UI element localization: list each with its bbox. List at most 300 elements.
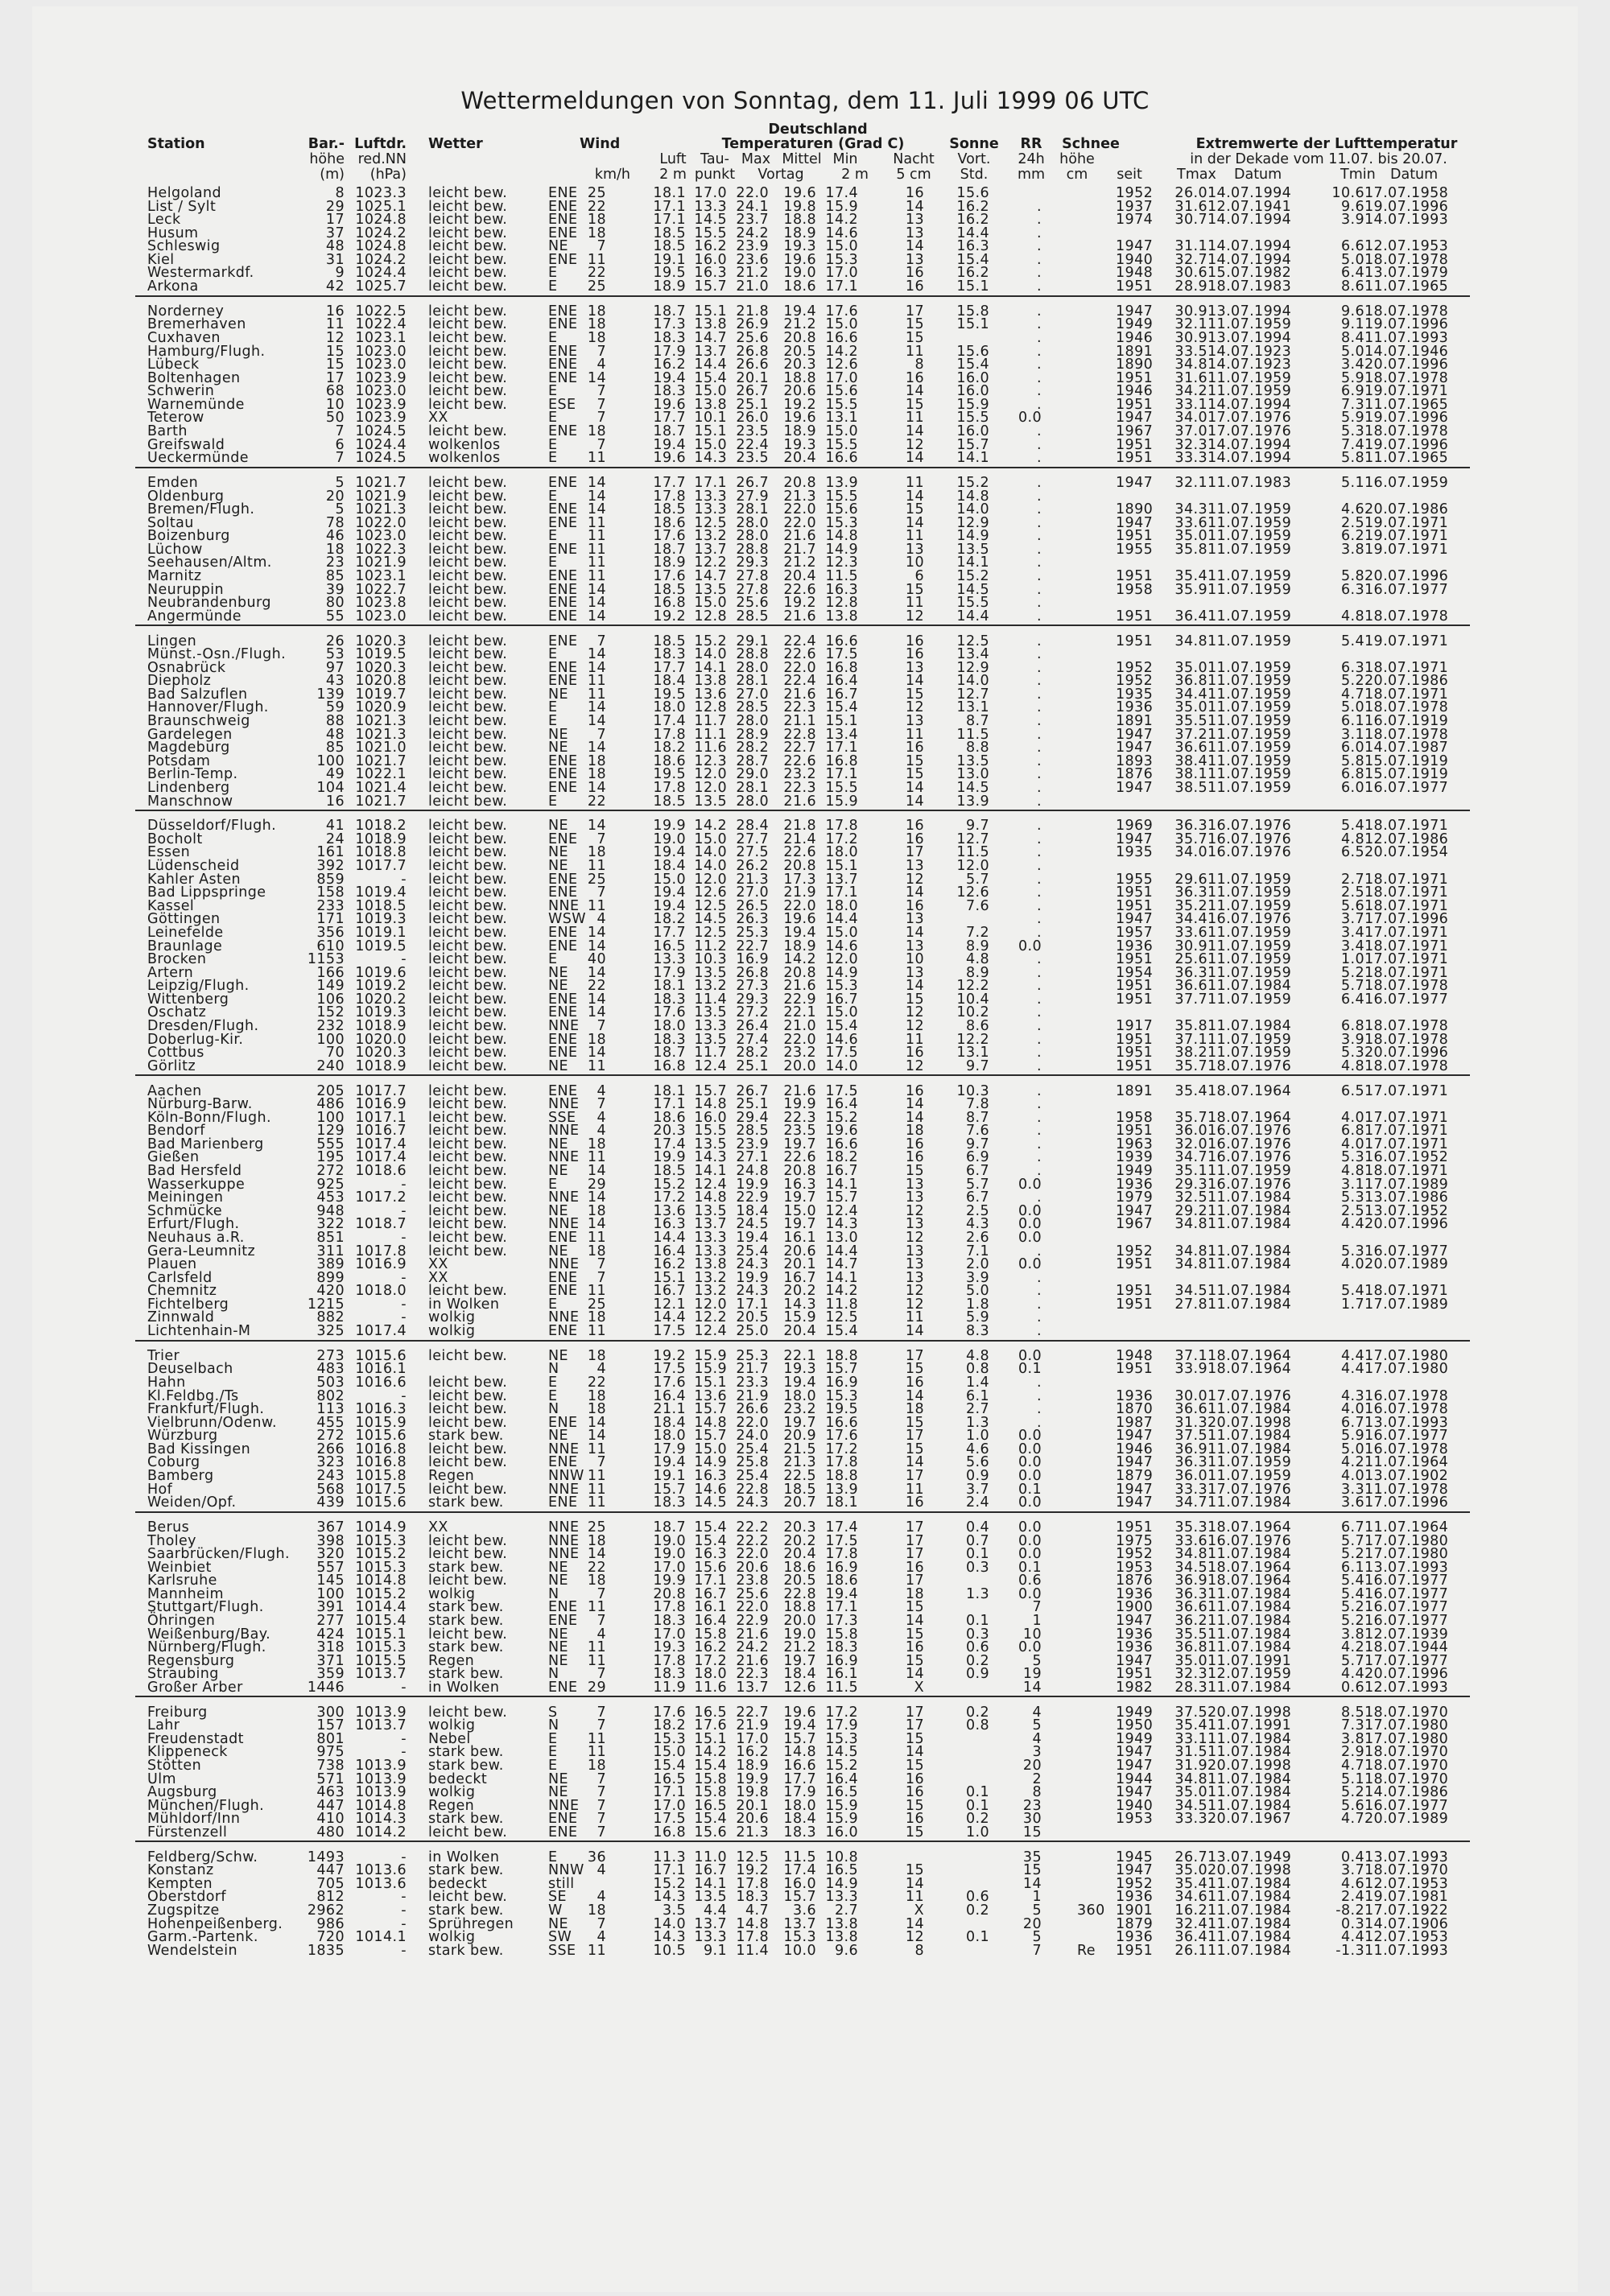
cell-temp-max: 27.1: [736, 1151, 769, 1164]
cell-temp-mean: 21.5: [783, 1443, 816, 1456]
cell-temp-min: 14.5: [825, 1746, 858, 1758]
cell-temp-min: 17.3: [825, 1614, 858, 1627]
cell-wind-dir: ENE: [548, 1681, 577, 1694]
cell-wind-speed: 11: [588, 543, 606, 556]
cell-sunshine: 8.3: [966, 1325, 989, 1338]
cell-pressure: 1023.1: [355, 332, 407, 344]
cell-temp-max: 20.1: [736, 1799, 769, 1812]
cell-wind-speed: 18: [588, 768, 606, 781]
header-schnee-2: höhe: [1059, 152, 1095, 167]
cell-wind-dir: NNE: [548, 1548, 579, 1560]
cell-elevation: 5: [335, 476, 345, 489]
cell-wind-speed: 36: [588, 1851, 606, 1864]
cell-wind-dir: ENE: [548, 993, 577, 1006]
cell-tmax-value: 30.0: [1174, 1390, 1208, 1403]
cell-tmin-value: 5.1: [1341, 1773, 1364, 1786]
cell-record-since: 1947: [1116, 741, 1153, 754]
cell-temp-air: 18.5: [653, 227, 686, 240]
cell-temp-mean: 20.4: [783, 570, 816, 583]
cell-temp-mean: 21.8: [783, 819, 816, 832]
cell-sunshine: 14.8: [956, 490, 989, 503]
cell-weather: leicht bew.: [428, 543, 507, 556]
cell-dew-point: 12.6: [694, 886, 727, 899]
cell-temp-5cm: 11: [906, 530, 924, 542]
cell-wind-speed: 18: [588, 425, 606, 438]
cell-dew-point: 13.2: [694, 979, 727, 992]
cell-pressure: 1020.9: [355, 701, 407, 714]
cell-temp-5cm: 15: [906, 332, 924, 344]
cell-station: Fürstenzell: [147, 1826, 227, 1839]
cell-precip: 0.0: [1018, 1231, 1042, 1244]
cell-tmin-value: 3.4: [1341, 358, 1364, 371]
cell-temp-max: 24.8: [736, 1164, 769, 1177]
cell-record-since: 1946: [1116, 332, 1153, 344]
cell-tmin-date: 16.07.1952: [1364, 1151, 1448, 1164]
cell-wind-speed: 29: [588, 1681, 606, 1694]
cell-temp-air: 17.1: [653, 1786, 686, 1799]
cell-temp-5cm: 13: [906, 715, 924, 728]
cell-record-since: 1949: [1116, 1733, 1153, 1746]
cell-sunshine: 0.3: [966, 1561, 989, 1574]
cell-tmax-value: 37.5: [1174, 1706, 1208, 1719]
cell-temp-5cm: 16: [906, 1138, 924, 1151]
cell-precip: 0.0: [1018, 1641, 1042, 1654]
cell-tmax-value: 35.2: [1174, 900, 1208, 913]
cell-wind-speed: 7: [597, 1786, 606, 1799]
cell-temp-air: 14.3: [653, 1931, 686, 1944]
header-t-tau: Tau-: [700, 152, 729, 167]
cell-precip: .: [1037, 953, 1042, 966]
cell-station: Osnabrück: [147, 662, 225, 674]
cell-temp-max: 23.9: [736, 240, 769, 253]
cell-sunshine: 9.7: [966, 1060, 989, 1073]
cell-temp-5cm: 8: [914, 1944, 924, 1957]
cell-temp-mean: 15.7: [783, 1890, 816, 1903]
cell-weather: wolkig: [428, 1311, 475, 1324]
cell-tmin-date: 17.07.1980: [1364, 1362, 1448, 1375]
header-wind: Wind: [580, 137, 620, 152]
cell-weather: wolkig: [428, 1588, 475, 1601]
cell-tmax-value: 16.2: [1174, 1904, 1208, 1917]
cell-pressure: 1017.1: [355, 1111, 407, 1124]
cell-temp-5cm: 15: [906, 318, 924, 331]
cell-sunshine: 5.0: [966, 1284, 989, 1297]
cell-station: Zugspitze: [147, 1904, 220, 1917]
cell-elevation: 42: [326, 280, 345, 293]
header-wetter: Wetter: [428, 137, 483, 152]
cell-tmax-date: 11.07.1959: [1208, 1046, 1291, 1059]
cell-elevation: 391: [316, 1601, 345, 1614]
cell-temp-mean: 14.3: [783, 1298, 816, 1311]
cell-temp-5cm: 15: [906, 755, 924, 768]
cell-tmax-value: 36.3: [1174, 1456, 1208, 1469]
cell-tmax-date: 11.07.1959: [1208, 781, 1291, 794]
cell-precip: 0.0: [1018, 1535, 1042, 1548]
cell-temp-min: 13.9: [825, 1483, 858, 1496]
cell-temp-mean: 17.4: [783, 1864, 816, 1877]
header-t-2m-b: 2 m: [841, 167, 869, 183]
cell-tmin-date: 18.07.1970: [1364, 1706, 1448, 1719]
cell-tmax-value: 31.6: [1174, 200, 1208, 213]
cell-temp-max: 26.0: [736, 411, 769, 424]
cell-temp-5cm: 11: [906, 728, 924, 741]
cell-sunshine: 3.9: [966, 1272, 989, 1284]
cell-tmax-value: 35.4: [1174, 1085, 1208, 1098]
cell-temp-max: 23.3: [736, 1376, 769, 1389]
cell-tmin-value: 6.1: [1341, 715, 1364, 728]
cell-tmin-value: 7.3: [1341, 398, 1364, 411]
cell-weather: leicht bew.: [428, 583, 507, 596]
cell-elevation: 424: [316, 1628, 345, 1641]
cell-weather: leicht bew.: [428, 819, 507, 832]
cell-dew-point: 15.1: [694, 1733, 727, 1746]
cell-wind-dir: NE: [548, 967, 568, 979]
cell-record-since: 1951: [1116, 1298, 1153, 1311]
cell-temp-min: 17.6: [825, 305, 858, 318]
table-row: [0, 979, 1610, 992]
cell-weather: leicht bew.: [428, 1390, 507, 1403]
cell-dew-point: 16.2: [694, 240, 727, 253]
cell-tmin-value: 3.4: [1341, 940, 1364, 953]
cell-temp-min: 15.5: [825, 781, 858, 794]
cell-elevation: 453: [316, 1191, 345, 1204]
cell-tmin-value: 5.7: [1341, 1655, 1364, 1667]
cell-pressure: 1024.4: [355, 266, 407, 279]
cell-dew-point: 15.4: [694, 1759, 727, 1772]
cell-tmax-date: 13.07.1994: [1208, 332, 1291, 344]
cell-sunshine: 0.2: [966, 1706, 989, 1719]
cell-weather: leicht bew.: [428, 1046, 507, 1059]
cell-precip: 0.0: [1018, 1429, 1042, 1442]
cell-elevation: 18: [326, 543, 345, 556]
cell-pressure: 1019.2: [355, 979, 407, 992]
cell-tmax-value: 36.3: [1174, 1588, 1208, 1601]
cell-tmax-value: 34.8: [1174, 358, 1208, 371]
cell-temp-5cm: 14: [906, 1325, 924, 1338]
cell-temp-mean: 19.3: [783, 439, 816, 451]
cell-temp-min: 15.6: [825, 503, 858, 516]
cell-record-since: 1958: [1116, 1111, 1153, 1124]
cell-temp-mean: 16.7: [783, 1272, 816, 1284]
cell-sunshine: 13.5: [956, 755, 989, 768]
cell-precip: .: [1037, 846, 1042, 859]
cell-tmin-value: 3.8: [1341, 1733, 1364, 1746]
cell-wind-speed: 14: [588, 715, 606, 728]
cell-pressure: 1023.0: [355, 385, 407, 398]
cell-record-since: 1951: [1116, 1944, 1153, 1957]
cell-dew-point: 16.3: [694, 1548, 727, 1560]
cell-snow: 360: [1077, 1904, 1105, 1917]
cell-tmax-date: 11.07.1959: [1208, 967, 1291, 979]
cell-dew-point: 15.9: [694, 1362, 727, 1375]
cell-record-since: 1951: [1116, 570, 1153, 583]
cell-tmin-date: 16.07.1977: [1364, 1245, 1448, 1258]
cell-temp-mean: 18.4: [783, 1812, 816, 1825]
cell-tmax-date: 11.07.1984: [1208, 1799, 1291, 1812]
cell-tmin-date: 18.07.1978: [1364, 1033, 1448, 1046]
cell-temp-min: 15.1: [825, 859, 858, 872]
cell-temp-air: 19.4: [653, 900, 686, 913]
cell-tmax-date: 16.07.1976: [1208, 1151, 1291, 1164]
cell-temp-air: 17.1: [653, 1864, 686, 1877]
cell-weather: leicht bew.: [428, 1548, 507, 1560]
cell-weather: stark bew.: [428, 1429, 504, 1442]
cell-dew-point: 14.2: [694, 819, 727, 832]
cell-tmin-value: 5.7: [1341, 979, 1364, 992]
cell-sunshine: 0.2: [966, 1812, 989, 1825]
cell-temp-5cm: 13: [906, 213, 924, 226]
cell-elevation: 571: [316, 1773, 345, 1786]
cell-dew-point: 13.5: [694, 795, 727, 808]
cell-weather: leicht bew.: [428, 900, 507, 913]
table-row: [0, 1681, 1610, 1694]
cell-tmin-value: 5.3: [1341, 1151, 1364, 1164]
cell-weather: leicht bew.: [428, 1205, 507, 1218]
cell-temp-5cm: 14: [906, 979, 924, 992]
cell-dew-point: 13.2: [694, 1272, 727, 1284]
cell-tmin-date: 18.07.1971: [1364, 873, 1448, 886]
cell-temp-max: 21.6: [736, 1655, 769, 1667]
cell-station: Bendorf: [147, 1124, 205, 1137]
cell-pressure: -: [401, 1205, 407, 1218]
header-dekade: in der Dekade vom 11.07. bis 20.07.: [1190, 152, 1447, 167]
cell-wind-dir: ENE: [548, 781, 577, 794]
cell-station: Greifswald: [147, 439, 225, 451]
cell-wind-speed: 25: [588, 1298, 606, 1311]
cell-dew-point: 15.8: [694, 1786, 727, 1799]
cell-precip: 0.0: [1018, 1470, 1042, 1482]
cell-elevation: 100: [316, 1033, 345, 1046]
cell-temp-max: 12.5: [736, 1851, 769, 1864]
cell-tmin-value: 5.4: [1341, 635, 1364, 648]
cell-station: Weiden/Opf.: [147, 1496, 237, 1509]
cell-wind-dir: NNE: [548, 1535, 579, 1548]
cell-temp-air: 19.5: [653, 688, 686, 701]
cell-tmin-date: 17.07.1980: [1364, 1733, 1448, 1746]
cell-temp-min: 17.9: [825, 1719, 858, 1732]
cell-temp-mean: 23.5: [783, 1124, 816, 1137]
cell-temp-air: 19.9: [653, 1574, 686, 1587]
cell-precip: 0.1: [1018, 1561, 1042, 1574]
cell-weather: leicht bew.: [428, 1826, 507, 1839]
cell-elevation: 97: [326, 662, 345, 674]
cell-weather: bedeckt: [428, 1773, 487, 1786]
cell-temp-5cm: 14: [906, 1390, 924, 1403]
cell-record-since: 1879: [1116, 1470, 1153, 1482]
cell-temp-air: 16.2: [653, 358, 686, 371]
cell-tmin-value: 1.0: [1341, 953, 1364, 966]
cell-precip: 0.0: [1018, 1218, 1042, 1230]
cell-precip: 5: [1032, 1931, 1042, 1944]
cell-temp-mean: 21.2: [783, 318, 816, 331]
cell-precip: .: [1037, 332, 1042, 344]
cell-tmax-date: 14.07.1994: [1208, 187, 1291, 200]
cell-temp-min: 18.8: [825, 1350, 858, 1362]
cell-weather: leicht bew.: [428, 1443, 507, 1456]
cell-tmax-date: 11.07.1959: [1208, 503, 1291, 516]
cell-record-since: 1947: [1116, 781, 1153, 794]
cell-weather: stark bew.: [428, 1944, 504, 1957]
cell-temp-min: 15.3: [825, 979, 858, 992]
cell-precip: .: [1037, 1191, 1042, 1204]
cell-temp-air: 17.7: [653, 926, 686, 939]
cell-tmax-value: 30.7: [1174, 213, 1208, 226]
cell-temp-min: 15.4: [825, 701, 858, 714]
cell-dew-point: 13.3: [694, 1231, 727, 1244]
cell-sunshine: 15.5: [956, 411, 989, 424]
cell-temp-mean: 22.6: [783, 846, 816, 859]
cell-wind-speed: 22: [588, 266, 606, 279]
cell-precip: .: [1037, 993, 1042, 1006]
cell-temp-max: 22.2: [736, 1521, 769, 1534]
cell-tmin-date: 13.07.1993: [1364, 1416, 1448, 1429]
cell-elevation: 23: [326, 556, 345, 569]
cell-tmin-date: 13.07.1986: [1364, 1191, 1448, 1204]
cell-tmax-value: 37.5: [1174, 1429, 1208, 1442]
cell-temp-air: 19.1: [653, 1470, 686, 1482]
cell-precip: .: [1037, 701, 1042, 714]
cell-pressure: -: [401, 1904, 407, 1917]
table-row: [0, 318, 1610, 331]
cell-temp-5cm: 11: [906, 411, 924, 424]
cell-tmin-date: 18.07.1978: [1364, 254, 1448, 266]
cell-temp-mean: 13.7: [783, 1918, 816, 1931]
cell-wind-dir: E: [548, 648, 557, 661]
cell-dew-point: 13.6: [694, 1390, 727, 1403]
cell-sunshine: 2.5: [966, 1205, 989, 1218]
cell-wind-dir: E: [548, 451, 557, 464]
cell-temp-mean: 21.0: [783, 1020, 816, 1033]
cell-temp-5cm: 15: [906, 1799, 924, 1812]
cell-station: Bremerhaven: [147, 318, 246, 331]
cell-precip: 35: [1023, 1851, 1042, 1864]
cell-record-since: 1949: [1116, 1164, 1153, 1177]
cell-tmin-value: 5.2: [1341, 1548, 1364, 1560]
cell-tmin-date: 18.07.1971: [1364, 886, 1448, 899]
cell-tmin-value: 5.4: [1341, 1284, 1364, 1297]
cell-tmin-date: 13.07.1993: [1364, 1561, 1448, 1574]
cell-record-since: 1979: [1116, 1191, 1153, 1204]
cell-tmin-date: 18.07.1970: [1364, 1864, 1448, 1877]
cell-temp-mean: 16.1: [783, 1231, 816, 1244]
cell-weather: wolkenlos: [428, 451, 501, 464]
cell-temp-max: 25.0: [736, 1325, 769, 1338]
cell-tmax-date: 18.07.1964: [1208, 1521, 1291, 1534]
cell-temp-max: 22.9: [736, 1191, 769, 1204]
cell-wind-dir: ENE: [548, 1033, 577, 1046]
cell-wind-speed: 14: [588, 1416, 606, 1429]
cell-wind-dir: N: [548, 1403, 559, 1416]
cell-temp-max: 16.2: [736, 1746, 769, 1758]
cell-dew-point: 13.8: [694, 1258, 727, 1271]
cell-station: Augsburg: [147, 1786, 217, 1799]
cell-wind-dir: SE: [548, 1890, 567, 1903]
cell-temp-min: 16.4: [825, 674, 858, 687]
cell-tmax-date: 11.07.1959: [1208, 940, 1291, 953]
cell-weather: leicht bew.: [428, 187, 507, 200]
cell-station: Gießen: [147, 1151, 199, 1164]
cell-tmin-date: 13.07.1993: [1364, 1851, 1448, 1864]
cell-dew-point: 13.7: [694, 1918, 727, 1931]
cell-record-since: 1967: [1116, 425, 1153, 438]
cell-temp-max: 21.3: [736, 873, 769, 886]
cell-tmax-value: 36.8: [1174, 674, 1208, 687]
cell-temp-min: 16.8: [825, 662, 858, 674]
cell-elevation: 166: [316, 967, 345, 979]
cell-pressure: 1023.9: [355, 411, 407, 424]
cell-temp-air: 19.1: [653, 254, 686, 266]
cell-sunshine: 7.6: [966, 900, 989, 913]
cell-elevation: 447: [316, 1864, 345, 1877]
cell-dew-point: 17.1: [694, 476, 727, 489]
cell-temp-5cm: 15: [906, 768, 924, 781]
cell-sunshine: 1.3: [966, 1416, 989, 1429]
cell-weather: stark bew.: [428, 1759, 504, 1772]
cell-precip: .: [1037, 873, 1042, 886]
cell-precip: .: [1037, 648, 1042, 661]
cell-tmin-value: 9.6: [1341, 200, 1364, 213]
cell-elevation: 266: [316, 1443, 345, 1456]
cell-temp-max: 22.0: [736, 1548, 769, 1560]
cell-tmin-value: 3.1: [1341, 1178, 1364, 1191]
cell-tmax-value: 26.1: [1174, 1944, 1208, 1957]
cell-temp-mean: 19.6: [783, 1706, 816, 1719]
cell-record-since: 1951: [1116, 900, 1153, 913]
cell-sunshine: 14.5: [956, 781, 989, 794]
cell-temp-5cm: 14: [906, 517, 924, 530]
cell-temp-min: 13.9: [825, 476, 858, 489]
cell-tmin-value: 2.5: [1341, 886, 1364, 899]
cell-pressure: 1016.9: [355, 1098, 407, 1111]
cell-temp-air: 17.6: [653, 530, 686, 542]
cell-station: Neuruppin: [147, 583, 224, 596]
cell-wind-dir: NE: [548, 1786, 568, 1799]
cell-sunshine: 0.1: [966, 1548, 989, 1560]
cell-station: Mühldorf/Inn: [147, 1812, 240, 1825]
group-separator: [135, 1074, 1470, 1076]
cell-record-since: 1963: [1116, 1138, 1153, 1151]
cell-weather: leicht bew.: [428, 1218, 507, 1230]
cell-temp-min: 18.1: [825, 1496, 858, 1509]
cell-temp-5cm: 16: [906, 741, 924, 754]
cell-temp-mean: 12.6: [783, 1681, 816, 1694]
cell-dew-point: 12.5: [694, 926, 727, 939]
cell-temp-max: 28.0: [736, 795, 769, 808]
cell-precip: .: [1037, 517, 1042, 530]
cell-temp-air: 16.5: [653, 1773, 686, 1786]
cell-temp-mean: 23.2: [783, 768, 816, 781]
cell-weather: leicht bew.: [428, 1124, 507, 1137]
cell-temp-5cm: 17: [906, 305, 924, 318]
cell-temp-mean: 19.4: [783, 305, 816, 318]
cell-temp-mean: 20.6: [783, 385, 816, 398]
cell-temp-max: 28.0: [736, 530, 769, 542]
cell-station: Wasserkuppe: [147, 1178, 245, 1191]
cell-temp-min: 19.5: [825, 1403, 858, 1416]
cell-temp-air: 19.4: [653, 372, 686, 385]
cell-wind-speed: 14: [588, 967, 606, 979]
cell-elevation: 486: [316, 1098, 345, 1111]
group-separator: [135, 467, 1470, 468]
cell-sunshine: 15.1: [956, 318, 989, 331]
cell-precip: .: [1037, 1098, 1042, 1111]
cell-wind-speed: 22: [588, 979, 606, 992]
cell-wind-speed: 7: [597, 385, 606, 398]
cell-wind-speed: 11: [588, 556, 606, 569]
cell-station: Bad Salzuflen: [147, 688, 247, 701]
cell-tmax-date: 17.07.1976: [1208, 1390, 1291, 1403]
cell-wind-dir: E: [548, 530, 557, 542]
